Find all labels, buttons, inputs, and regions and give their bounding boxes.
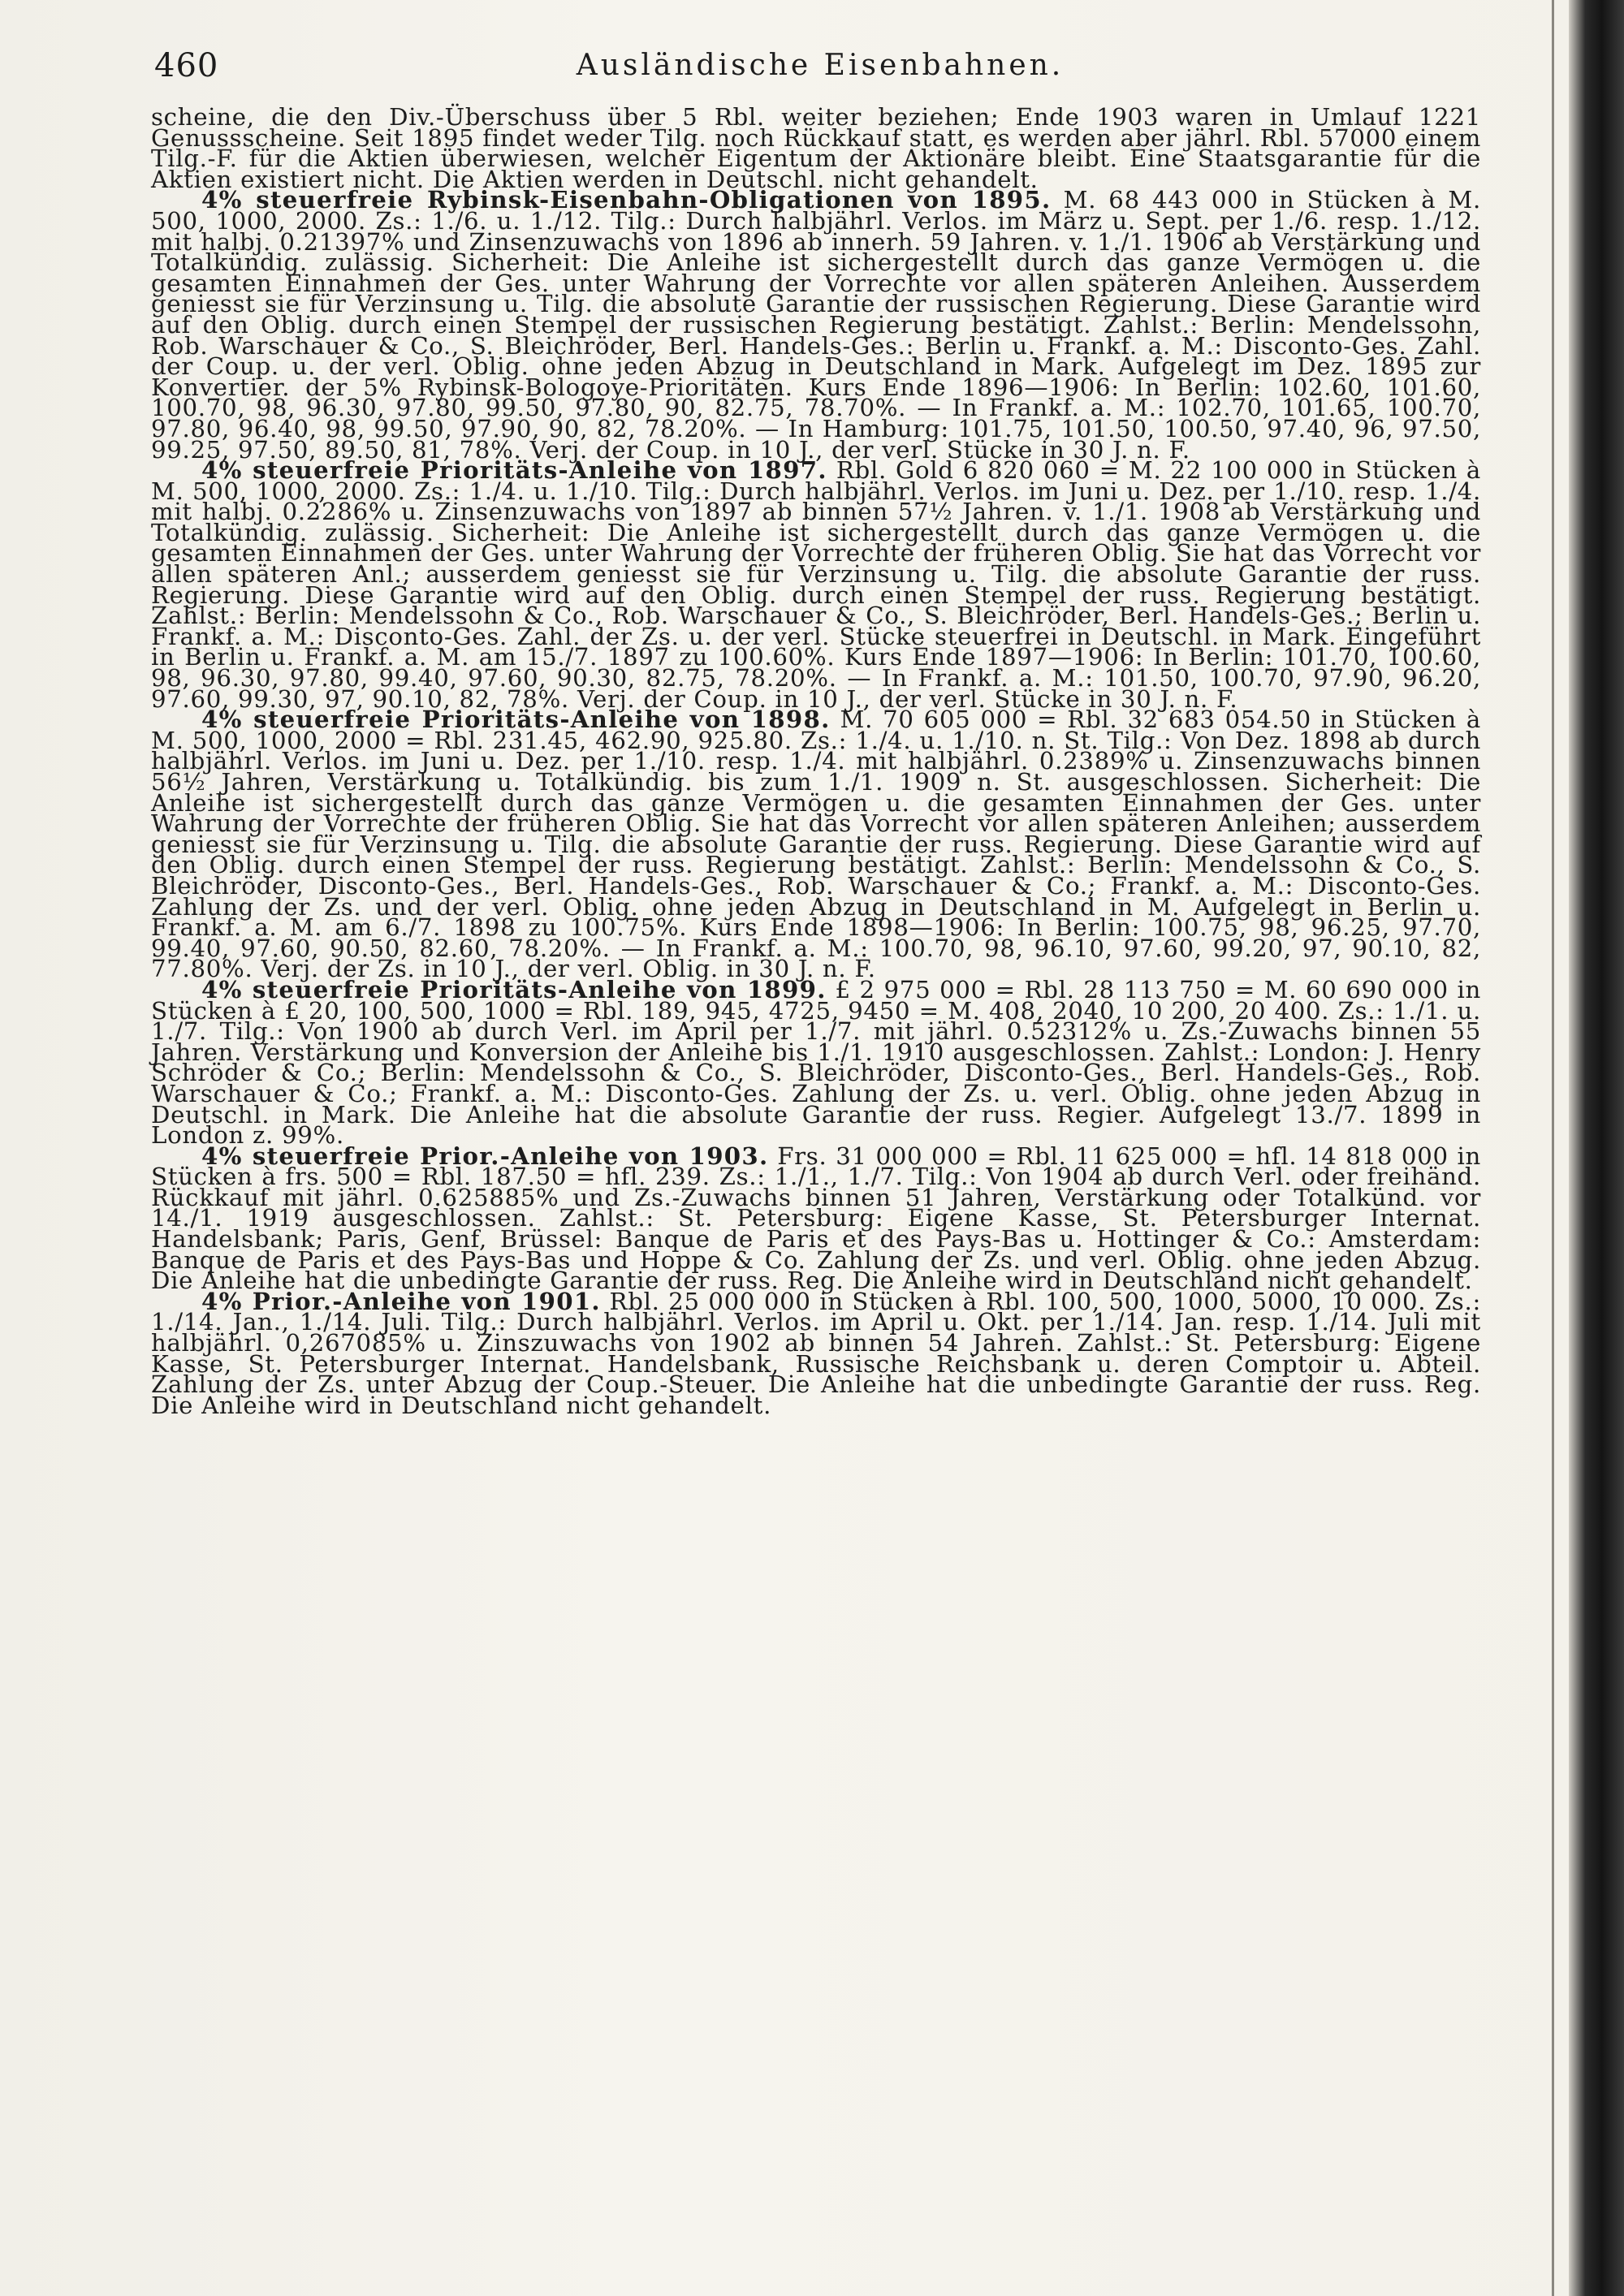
book-spine-shadow bbox=[1569, 0, 1624, 2296]
entry-heading: 4% steuerfreie Rybinsk-Eisenbahn-Obligationen von 1895. bbox=[201, 186, 1052, 214]
entry-text: £ 2 975 000 = Rbl. 28 113 750 = M. 60 690 000 in Stücken à £ 20, 100, 500, 1000 = Rbl. 189, 945, 4725, 9450 = M. 408, 2040, 10 200, 20 400. Zs.: 1./1. u. 1./7. Tilg.: Von 1900 ab durch Verl. im April per 1./7. mit jährl. 0.52312% u. Zs.-Zuwachs binnen 55 Jahren. Verstärkung und Konversion der Anleihe bis 1./1. 1910 ausgeschlossen. Zahlst.: London: J. Henry Schröder & Co.; Berlin: Mendelssohn & Co., S. Bleichröder, Disconto-Ges., Berl. Handels-Ges., Rob. Warschauer & Co.; Frankf. a. M.: Disconto-Ges. Zahlung der Zs. u. verl. Oblig. ohne jeden Abzug in Deutschl. in Mark. Die Anleihe hat die absolute Garantie der russ. Regier. Aufgelegt 13./7. 1899 in London z. 99%. bbox=[151, 975, 1481, 1150]
bond-entry-1895 bbox=[151, 186, 1481, 464]
entry-heading: 4% steuerfreie Prioritäts-Anleihe von 1898. bbox=[201, 706, 831, 734]
paragraph-continuation bbox=[151, 103, 1481, 193]
entry-heading: 4% steuerfreie Prior.-Anleihe von 1903. bbox=[201, 1142, 769, 1170]
body-text bbox=[151, 103, 1482, 1419]
bond-entry-1898 bbox=[151, 706, 1482, 983]
bond-entry-1899 bbox=[151, 975, 1481, 1150]
entry-heading: 4% steuerfreie Prioritäts-Anleihe von 1897. bbox=[201, 456, 827, 485]
entry-text: Rbl. Gold 6 820 060 = M. 22 100 000 in Stücken à M. 500, 1000, 2000. Zs.: 1./4. u. 1./10. Tilg.: Durch halbjährl. Verlos. im Juni u. Dez. per 1./10. resp. 1./4. mit halbj. 0.2286% u. Zinsenzuwachs von 1897 ab binnen 57½ Jahren. v. 1./1. 1908 ab Verstärkung und Totalkündig. zulässig. Sicherheit: Die Anleihe ist sichergestellt durch das ganze Vermögen u. die gesamten Einnahmen der Ges. unter Wahrung der Vorrechte der früheren Oblig. Sie hat das Vorrecht vor allen späteren Anl.; ausserdem geniesst sie für Verzinsung u. Tilg. die absolute Garantie der russ. Regierung. Diese Garantie wird auf den Oblig. durch einen Stempel der russ. Regierung bestätigt. Zahlst.: Berlin: Mendelssohn & Co., Rob. Warschauer & Co., S. Bleichröder, Berl. Handels-Ges.; Berlin u. Frankf. a. M.: Disconto-Ges. Zahl. der Zs. u. der verl. Stücke steuerfrei in Deutschl. in Mark. Eingeführt in Berlin u. Frankf. a. M. am 15./7. 1897 zu 100.60%. Kurs Ende 1897—1906: In Berlin: 101.70, 100.60, 98, 96.30, 97.80, 99.40, 97.60, 90.30, 82.75, 78.20%. — In Frankf. a. M.: 101.50, 100.70, 97.90, 96.20, 97.60, 99.30, 97, 90.10, 82, 78%. Verj. der Coup. in 10 J., der verl. Stücke in 30 J. n. F. bbox=[151, 456, 1481, 713]
bond-entry-1901 bbox=[151, 1287, 1481, 1419]
entry-heading: 4% Prior.-Anleihe von 1901. bbox=[201, 1287, 601, 1315]
entry-text: Rbl. 25 000 000 in Stücken à Rbl. 100, 500, 1000, 5000, 10 000. Zs.: 1./14. Jan., 1./14. Juli. Tilg.: Durch halbjährl. Verlos. im April u. Okt. per 1./14. Jan. resp. 1./14. Juli mit halbjährl. 0,267085% u. Zinszuwachs von 1902 ab binnen 54 Jahren. Zahlst.: St. Petersburg: Eigene Kasse, St. Petersburger Internat. Handelsbank, Russische Reichsbank u. deren Comptoir u. Abteil. Zahlung der Zs. unter Abzug der Coup.-Steuer. Die Anleihe hat die unbedingte Garantie der russ. Reg. Die Anleihe wird in Deutschland nicht gehandelt. bbox=[151, 1287, 1481, 1419]
bond-entry-1897 bbox=[151, 456, 1481, 713]
binding-edge-line bbox=[1552, 0, 1554, 2296]
paragraph-text: scheine, die den Div.-Überschuss über 5 Rbl. weiter beziehen; Ende 1903 waren in Umlauf 1221 Genussscheine. Seit 1895 findet weder Tilg. noch Rückkauf statt, es werden aber jährl. Rbl. 57000 einem Tilg.-F. für die Aktien überwiesen, welcher Eigentum der Aktionäre bleibt. Eine Staatsgarantie für die Aktien existiert nicht. Die Aktien werden in Deutschl. nicht gehandelt. bbox=[151, 103, 1481, 193]
entry-text: M. 70 605 000 = Rbl. 32 683 054.50 in Stücken à M. 500, 1000, 2000 = Rbl. 231.45, 462.90, 925.80. Zs.: 1./4. u. 1./10. n. St. Tilg.: Von Dez. 1898 ab durch halbjährl. Verlos. im Juni u. Dez. per 1./10. resp. 1./4. mit halbjährl. 0.2389% u. Zinsenzuwachs binnen 56½ Jahren, Verstärkung u. Totalkündig. bis zum 1./1. 1909 n. St. ausgeschlossen. Sicherheit: Die Anleihe ist sichergestellt durch das ganze Vermögen u. die gesamten Einnahmen der Ges. unter Wahrung der Vorrechte der früheren Oblig. Sie hat das Vorrecht vor allen späteren Anleihen; ausserdem geniesst sie für Verzinsung u. Tilg. die absolute Garantie der russ. Regierung. Diese Garantie wird auf den Oblig. durch einen Stempel der russ. Regierung bestätigt. Zahlst.: Berlin: Mendelssohn & Co., S. Bleichröder, Disconto-Ges., Berl. Handels-Ges., Rob. Warschauer & Co.; Frankf. a. M.: Disconto-Ges. Zahlung der Zs. und der verl. Oblig. ohne jeden Abzug in Deutschland in M. Aufgelegt in Berlin u. Frankf. a. M. am 6./7. 1898 zu 100.75%. Kurs Ende 1898—1906: In Berlin: 100.75, 98, 96.25, 97.70, 99.40, 97.60, 90.50, 82.60, 78.20%. — In Frankf. a. M.: 100.70, 98, 96.10, 97.60, 99.20, 97, 90.10, 82, 77.80%. Verj. der Zs. in 10 J., der verl. Oblig. in 30 J. n. F. bbox=[151, 706, 1482, 983]
entry-heading: 4% steuerfreie Prioritäts-Anleihe von 1899. bbox=[201, 975, 827, 1003]
page-header bbox=[154, 47, 1486, 88]
running-title: Ausländische Eisenbahnen. bbox=[576, 49, 1065, 82]
entry-text: M. 68 443 000 in Stücken à M. 500, 1000, 2000. Zs.: 1./6. u. 1./12. Tilg.: Durch halbjährl. Verlos. im März u. Sept. per 1./6. resp. 1./12. mit halbj. 0.21397% und Zinsenzuwachs von 1896 ab innerh. 59 Jahren. v. 1./1. 1906 ab Verstärkung und Totalkündig. zulässig. Sicherheit: Die Anleihe ist sichergestellt durch das ganze Vermögen u. die gesamten Einnahmen der Ges. unter Wahrung der Vorrechte vor allen späteren Anleihen. Ausserdem geniesst sie für Verzinsung u. Tilg. die absolute Garantie der russischen Regierung. Diese Garantie wird auf den Oblig. durch einen Stempel der russischen Regierung bestätigt. Zahlst.: Berlin: Mendelssohn, Rob. Warschauer & Co., S. Bleichröder, Berl. Handels-Ges.: Berlin u. Frankf. a. M.: Disconto-Ges. Zahl. der Coup. u. der verl. Oblig. ohne jeden Abzug in Deutschland in Mark. Aufgelegt im Dez. 1895 zur Konvertier. der 5% Rybinsk-Bologoye-Prioritäten. Kurs Ende 1896—1906: In Berlin: 102.60, 101.60, 100.70, 98, 96.30, 97.80, 99.50, 97.80, 90, 82.75, 78.70%. — In Frankf. a. M.: 102.70, 101.65, 100.70, 97.80, 96.40, 98, 99.50, 97.90, 90, 82, 78.20%. — In Hamburg: 101.75, 101.50, 100.50, 97.40, 96, 97.50, 99.25, 97.50, 89.50, 81, 78%. Verj. der Coup. in 10 J., der verl. Stücke in 30 J. n. F. bbox=[151, 186, 1481, 464]
bond-entry-1903 bbox=[151, 1142, 1481, 1295]
entry-text: Frs. 31 000 000 = Rbl. 11 625 000 = hfl. 14 818 000 in Stücken à frs. 500 = Rbl. 187.50 = hfl. 239. Zs.: 1./1., 1./7. Tilg.: Von 1904 ab durch Verl. oder freihänd. Rückkauf mit jährl. 0.625885% und Zs.-Zuwachs binnen 51 Jahren, Verstärkung oder Totalkünd. vor 14./1. 1919 ausgeschlossen. Zahlst.: St. Petersburg: Eigene Kasse, St. Petersburger Internat. Handelsbank; Paris, Genf, Brüssel: Banque de Paris et des Pays-Bas u. Hottinger & Co.: Amsterdam: Banque de Paris et des Pays-Bas und Hoppe & Co. Zahlung der Zs. und verl. Oblig. ohne jeden Abzug. Die Anleihe hat die unbedingte Garantie der russ. Reg. Die Anleihe wird in Deutschland nicht gehandelt. bbox=[151, 1142, 1481, 1295]
page-number: 460 bbox=[154, 47, 219, 84]
